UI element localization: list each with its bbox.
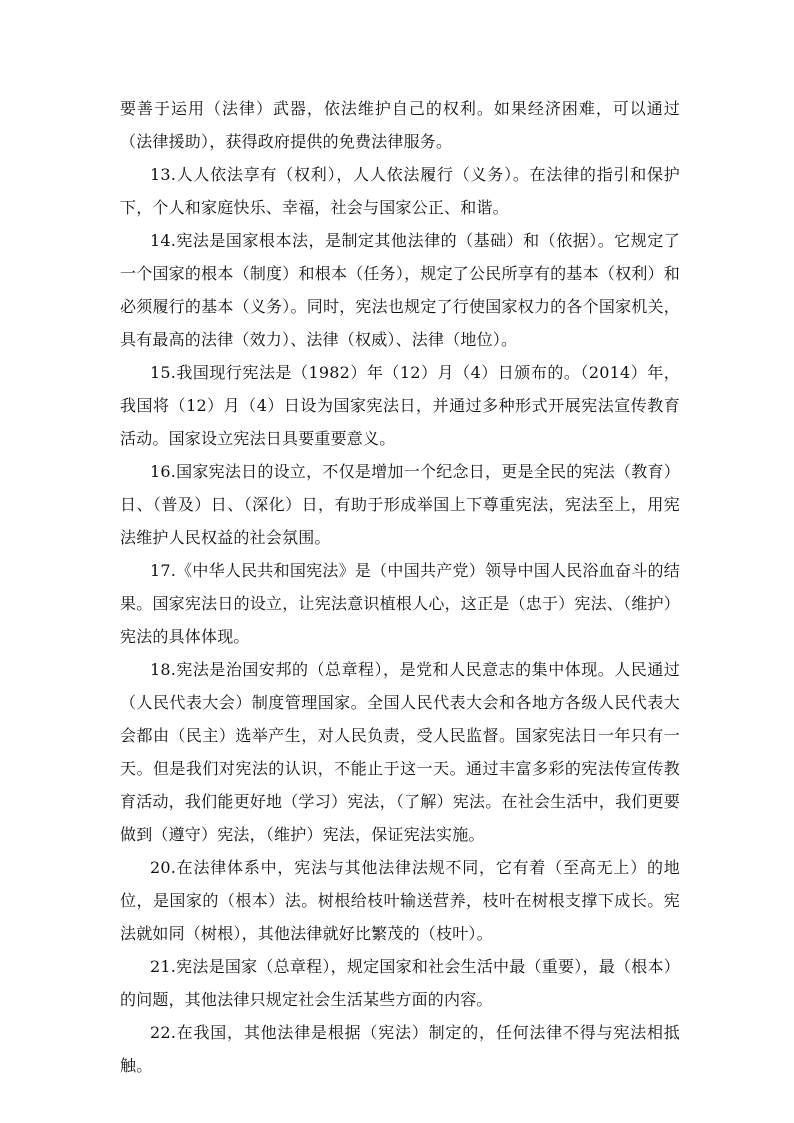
paragraph-15: 15.我国现行宪法是（1982）年（12）月（4）日颁布的。（2014）年，我国将（12）月（4）日设为国家宪法日，并通过多种形式开展宪法宣传教育活动。国家设立宪法日具要重要意义。: [120, 363, 680, 448]
paragraph-14: 14.宪法是国家根本法，是制定其他法律的（基础）和（依据）。它规定了一个国家的根本（制度）和根本（任务），规定了公民所享有的基本（权利）和必须履行的基本（义务）。同时，宪法也规定了行使国家权力的各个国家机关，具有最高的法律（效力）、法律（权威）、法律（地位）。: [120, 231, 680, 349]
paragraph-18: 18.宪法是治国安邦的（总章程），是党和人民意志的集中体现。人民通过（人民代表大会）制度管理国家。全国人民代表大会和各地方各级人民代表大会都由（民主）选举产生，对人民负责，受人民监督。国家宪法日一年只有一天。但是我们对宪法的认识，不能止于这一天。通过丰富多彩的宪法传宣传教育活动，我们能更好地（学习）宪法，（了解）宪法。在社会生活中，我们更要做到（遵守）宪法，（维护）宪法，保证宪法实施。: [120, 660, 680, 844]
paragraph-20: 20.在法律体系中，宪法与其他法律法规不同，它有着（至高无上）的地位，是国家的（根本）法。树根给枝叶输送营养，枝叶在树根支撑下成长。宪法就如同（树根），其他法律就好比繁茂的（枝叶）。: [120, 858, 680, 943]
paragraph-22: 22.在我国，其他法律是根据（宪法）制定的，任何法律不得与宪法相抵触。: [120, 1023, 680, 1075]
document-body: [120, 92, 680, 1082]
paragraph-13: 13.人人依法享有（权利），人人依法履行（义务）。在法律的指引和保护下，个人和家庭快乐、幸福，社会与国家公正、和谐。: [120, 165, 680, 217]
paragraph-17: 17.《中华人民共和国宪法》是（中国共产党）领导中国人民浴血奋斗的结果。国家宪法日的设立，让宪法意识植根人心，这正是（忠于）宪法、（维护）宪法的具体体现。: [120, 561, 680, 646]
paragraph-21: 21.宪法是国家（总章程），规定国家和社会生活中最（重要），最（根本）的问题，其他法律只规定社会生活某些方面的内容。: [120, 957, 680, 1009]
paragraph-16: 16.国家宪法日的设立，不仅是增加一个纪念日，更是全民的宪法（教育）日、（普及）日、（深化）日，有助于形成举国上下尊重宪法，宪法至上，用宪法维护人民权益的社会氛围。: [120, 462, 680, 547]
paragraph-continuation: 要善于运用（法律）武器，依法维护自己的权利。如果经济困难，可以通过（法律援助），获得政府提供的免费法律服务。: [120, 99, 680, 151]
